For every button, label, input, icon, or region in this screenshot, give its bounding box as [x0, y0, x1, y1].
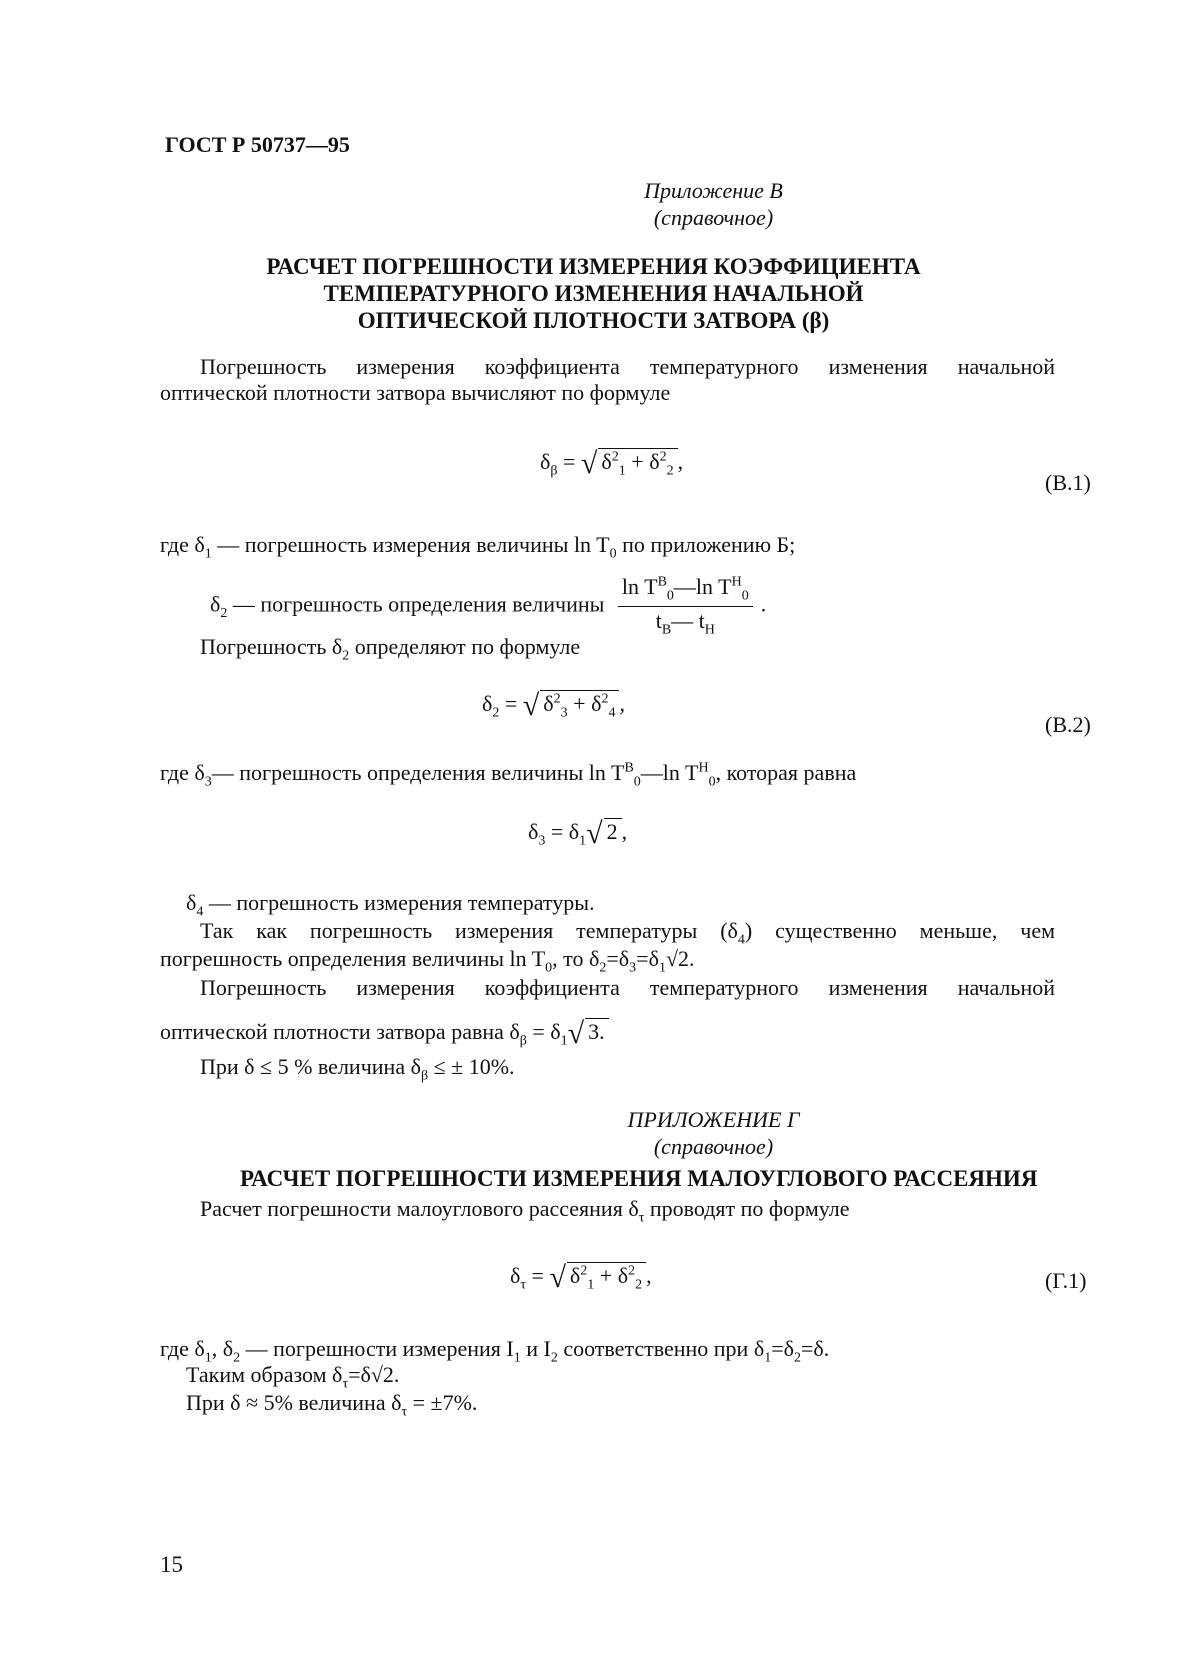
appendix-b-title-line-1: РАСЧЕТ ПОГРЕШНОСТИ ИЗМЕРЕНИЯ КОЭФФИЦИЕНТА [266, 254, 921, 279]
delta2-formula-intro: Погрешность $\delta_2$ определяют по формуле [200, 634, 581, 664]
appendix-b-title-line-2: ТЕМПЕРАТУРНОГО ИЗМЕНЕНИЯ НАЧАЛЬНОЙ [323, 281, 864, 306]
appendix-b-note: (справочное) [653, 205, 774, 230]
equation-g1: $\delta_\tau$ = √ $\delta^2_1 + \delta^2_2$ , [510, 1261, 652, 1294]
where-delta3: где $\delta_3—$ погрешность определения величины $\ln T^В_0—\ln$ $T^Н_0$, которая равна [160, 760, 857, 790]
appendix-g-label: ПРИЛОЖЕНИЕ Г [627, 1107, 800, 1132]
appendix-g-where: где $\delta_1$, $\delta_2$ — погрешности измерения $I_1$ и $I_2$ соответственно при $\delta_1=\delta_2=\delta$. [160, 1336, 830, 1366]
appendix-g-intro: Расчет погрешности малоуглового рассеяния $\delta_\tau$ проводят по формуле [200, 1196, 850, 1226]
where-delta1: где $\delta_1$ — погрешность измерения величины $\ln T_0$ по приложению Б; [160, 532, 796, 562]
appendix-g-when: При δ ≈ 5% величина $\delta_\tau = \pm 7\%$. [186, 1390, 478, 1420]
intro-line-1: Погрешность измерения коэффициента температурного изменения начальной [200, 354, 1055, 379]
appendix-g-thus: Таким образом $\delta_\tau=\delta√2$. [186, 1362, 400, 1392]
equation-b1-number: (В.1) [1045, 470, 1091, 495]
where-delta4: $\delta_4$ — погрешность измерения температуры. [186, 890, 595, 920]
appendix-b-label: Приложение В [644, 178, 783, 203]
document-code: ГОСТ Р 50737—95 [165, 132, 350, 157]
page-number: 15 [160, 1552, 183, 1577]
sqrt-icon: √ [586, 817, 603, 850]
when-delta-5: При δ ≤ 5 % величина $\delta_\beta$ ≤ ± 10%. [200, 1054, 515, 1084]
equation-delta3: $\delta_3 = \delta_1√$ 2 , [528, 817, 628, 850]
intro-line-2: оптической плотности затвора вычисляют по формуле [160, 380, 671, 405]
equation-b2-number: (В.2) [1045, 712, 1091, 737]
sqrt-icon: √ [580, 447, 598, 480]
appendix-g-title: РАСЧЕТ ПОГРЕШНОСТИ ИЗМЕРЕНИЯ МАЛОУГЛОВОГО РАССЕЯНИЯ [240, 1166, 1038, 1191]
equation-b1: $\delta_\beta$ = √ $\delta^2_1 + \delta^2_2$ , [540, 447, 684, 480]
sqrt-icon: √ [567, 1017, 585, 1050]
sqrt-icon: √ [522, 689, 540, 722]
fraction-lnT: $\frac{\ln T^В_0—\ln T^Н_0}{t_В— t_Н}$ [618, 574, 753, 639]
sqrt-icon: √ [549, 1261, 566, 1294]
appendix-g-note: (справочное) [653, 1134, 774, 1159]
equation-g1-number: (Г.1) [1045, 1268, 1087, 1293]
where-delta2: $\delta_2$ — погрешность определения величины $\frac{\ln T^В_0—\ln T^Н_0}{t_В— t_Н}$ . [210, 574, 767, 638]
coef-line-1: Погрешность измерения коэффициента температурного изменения начальной [200, 975, 1055, 1000]
coef-line-2: оптической плотности затвора равна $\delta_\beta = \delta_1√$ 3. [160, 1018, 609, 1049]
since-line-2: погрешность определения величины $\ln T_0$, то $\delta_2=\delta_3=\delta_1√2$. [160, 946, 695, 976]
since-line-1: Так как погрешность измерения температуры $(\delta_4)$ существенно меньше, чем [200, 918, 1056, 948]
equation-b2: $\delta_2$ = √ $\delta^2_3 + \delta^2_4$ , [482, 689, 625, 722]
appendix-b-title-line-3: ОПТИЧЕСКОЙ ПЛОТНОСТИ ЗАТВОРА (β) [357, 308, 830, 333]
